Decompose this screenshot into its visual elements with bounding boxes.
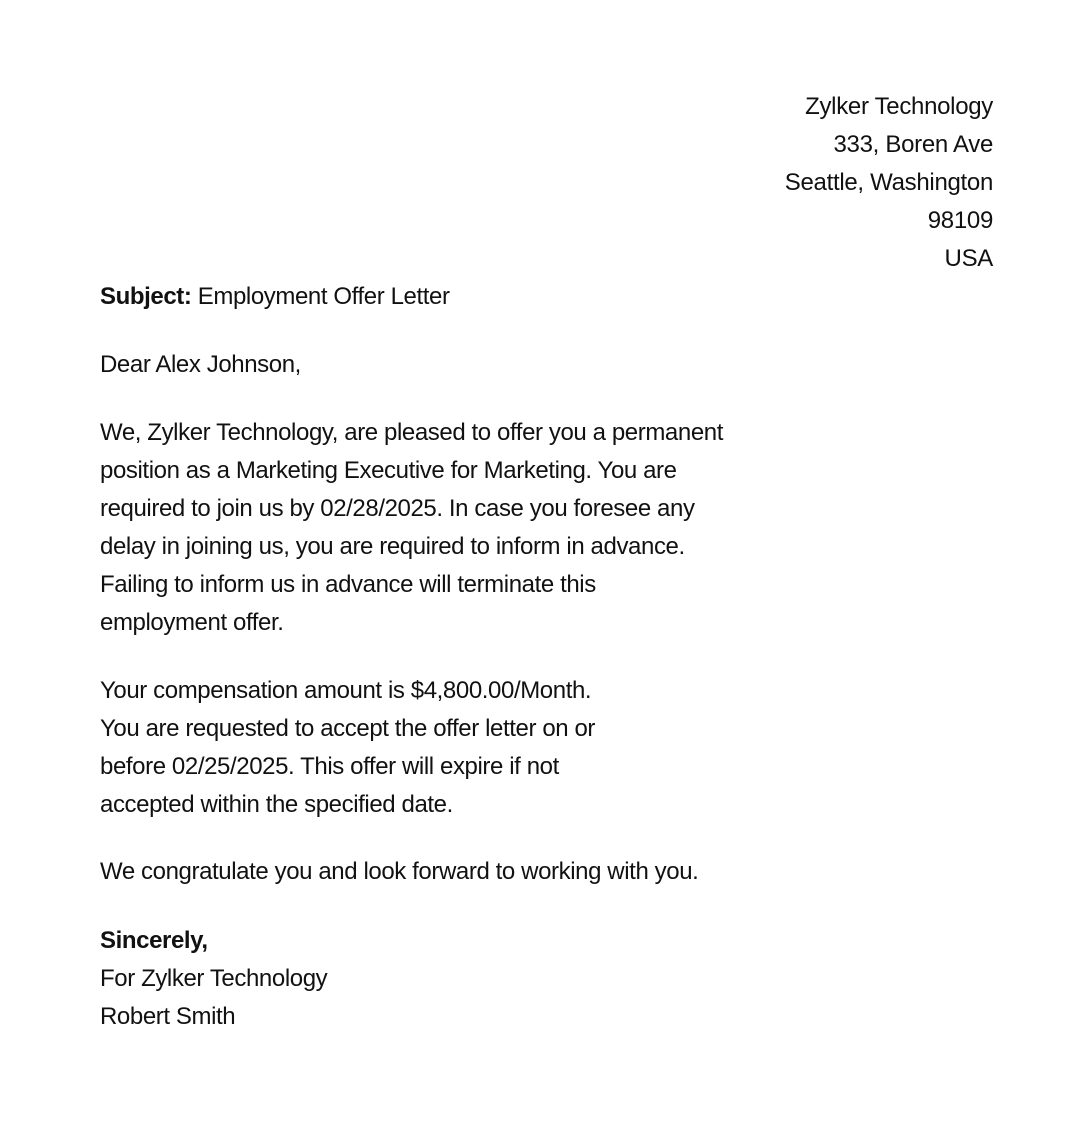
sender-address	[785, 88, 993, 278]
compensation-paragraph	[100, 672, 595, 824]
congratulation-paragraph: We congratulate you and look forward to working with you.	[100, 858, 699, 885]
paragraph-line: accepted within the specified date.	[100, 791, 453, 818]
valediction: Sincerely,	[100, 927, 208, 954]
on-behalf-line: For Zylker Technology	[100, 965, 328, 992]
sender-zip: 98109	[927, 207, 993, 234]
paragraph-line: We, Zylker Technology, are pleased to offer you a permanent	[100, 419, 723, 446]
offer-paragraph	[100, 414, 723, 642]
paragraph-line: delay in joining us, you are required to inform in advance.	[100, 533, 685, 560]
subject-text: Employment Offer Letter	[197, 283, 450, 310]
sender-street: 333, Boren Ave	[833, 131, 993, 158]
paragraph-line: Your compensation amount is $4,800.00/Month.	[100, 677, 592, 704]
paragraph-line: Failing to inform us in advance will terminate this	[100, 571, 596, 598]
sender-city-state: Seattle, Washington	[784, 169, 993, 196]
subject-line	[100, 283, 450, 311]
salutation: Dear Alex Johnson,	[100, 351, 301, 378]
subject-label: Subject:	[100, 283, 192, 310]
paragraph-line: before 02/25/2025. This offer will expire if not	[100, 753, 559, 780]
signatory-name: Robert Smith	[100, 1003, 236, 1030]
closing-block	[100, 922, 327, 1036]
paragraph-line: You are requested to accept the offer letter on or	[100, 715, 596, 742]
paragraph-line: position as a Marketing Executive for Marketing. You are	[100, 457, 677, 484]
sender-country: USA	[944, 245, 993, 272]
sender-company: Zylker Technology	[805, 93, 993, 120]
paragraph-line: required to join us by 02/28/2025. In case you foresee any	[100, 495, 695, 522]
paragraph-line: employment offer.	[100, 609, 284, 636]
